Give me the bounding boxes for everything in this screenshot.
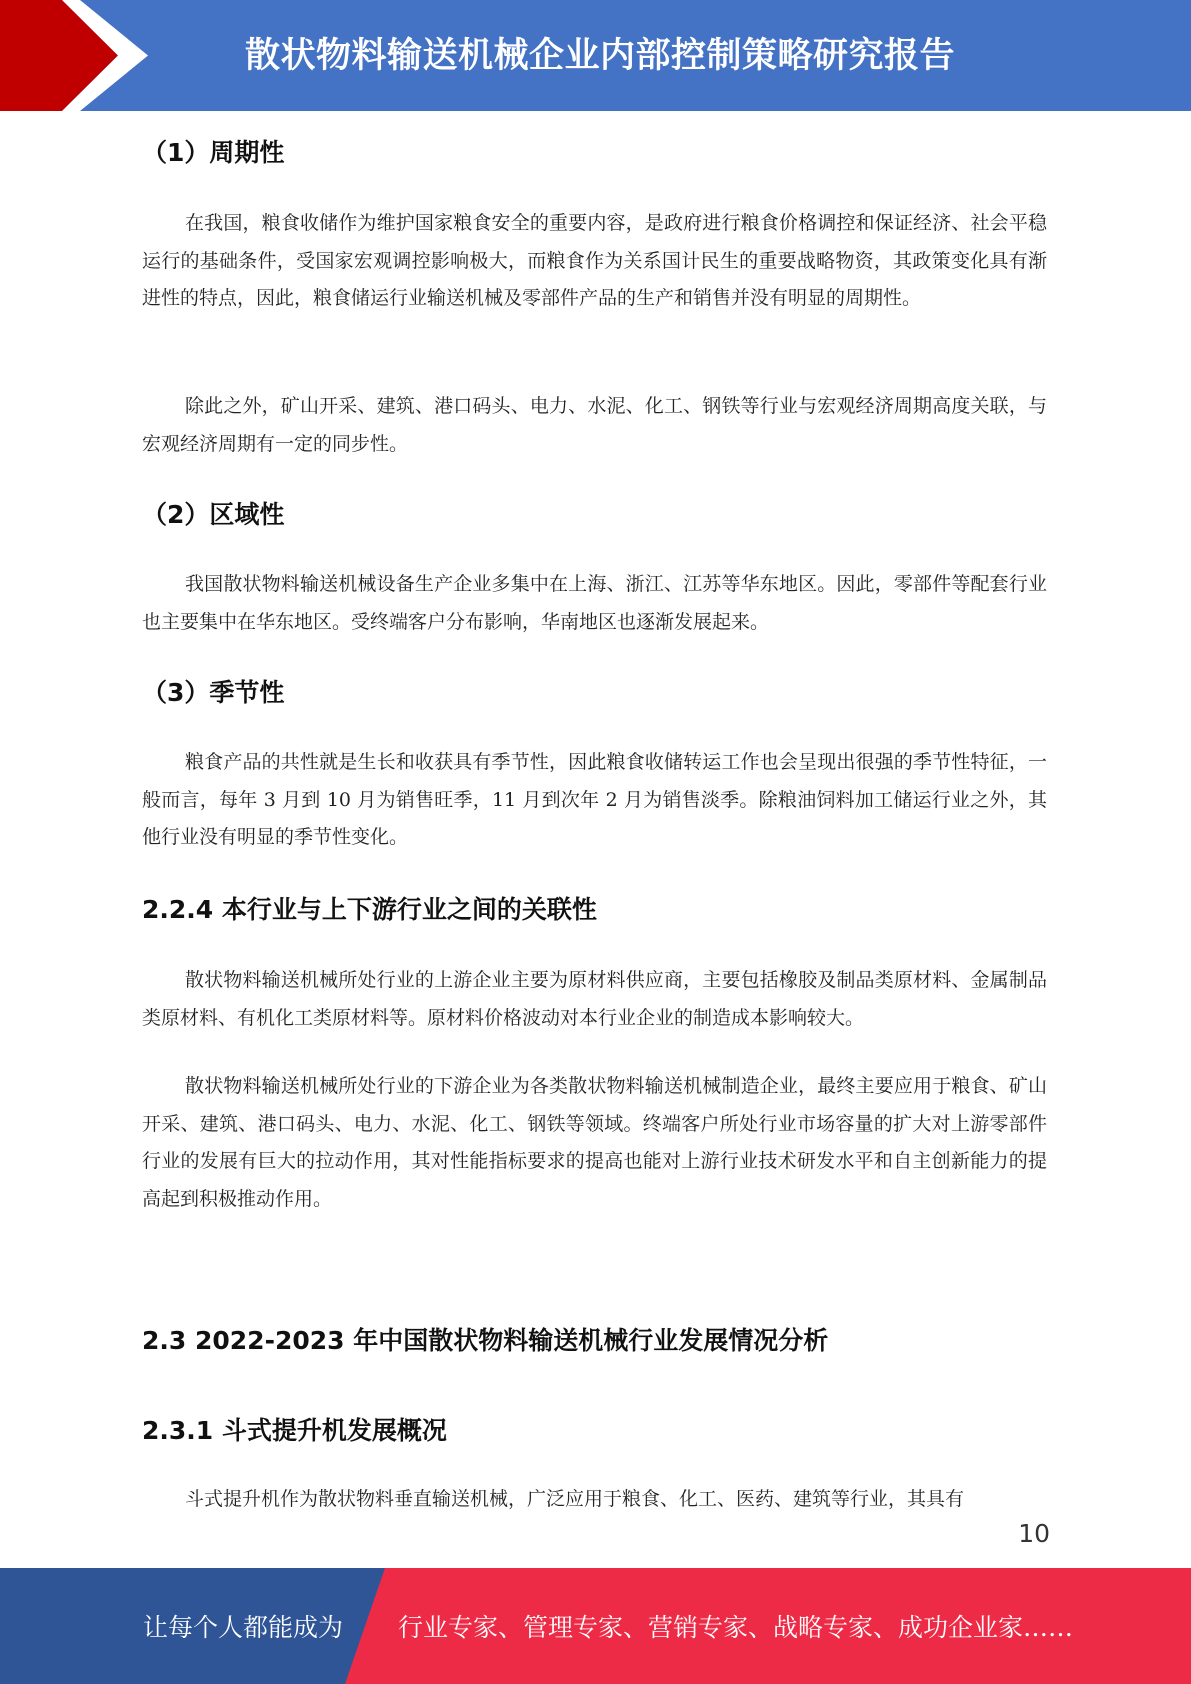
footer-slogan-right: 行业专家、管理专家、营销专家、战略专家、成功企业家…… (398, 1613, 1074, 1642)
paragraph-2-3-1: 斗式提升机作为散状物料垂直输送机械，广泛应用于粮食、化工、医药、建筑等行业，其具有 (185, 1488, 965, 1510)
heading-seasonality: （3）季节性 (142, 678, 285, 707)
chevron-logo-icon (0, 0, 160, 111)
report-title: 散状物料输送机械企业内部控制策略研究报告 (245, 36, 956, 76)
page-header (0, 0, 1191, 111)
heading-regionality: （2）区域性 (142, 500, 285, 529)
paragraph-2-2-4-upstream: 散状物料输送机械所处行业的上游企业主要为原材料供应商，主要包括橡胶及制品类原材料、金属制品类原材料、有机化工类原材料等。原材料价格波动对本行业企业的制造成本影响较大。 (142, 969, 1047, 1029)
paragraph-2-2-4-downstream: 散状物料输送机械所处行业的下游企业为各类散状物料输送机械制造企业，最终主要应用于粮食、矿山开采、建筑、港口码头、电力、水泥、化工、钢铁等领域。终端客户所处行业市场容量的扩大对上游零部件行业的发展有巨大的拉动作用，其对性能指标要求的提高也能对上游行业技术研发水平和自主创新能力的提高起到积极推动作用。 (142, 1075, 1047, 1210)
paragraph-cyclicality-2: 除此之外，矿山开采、建筑、港口码头、电力、水泥、化工、钢铁等行业与宏观经济周期高度关联，与宏观经济周期有一定的同步性。 (142, 395, 1047, 455)
heading-2-3: 2.3 2022-2023 年中国散状物料输送机械行业发展情况分析 (142, 1326, 829, 1355)
paragraph-cyclicality-1: 在我国，粮食收储作为维护国家粮食安全的重要内容，是政府进行粮食价格调控和保证经济、社会平稳运行的基础条件，受国家宏观调控影响极大，而粮食作为关系国计民生的重要战略物资，其政策变化具有渐进性的特点，因此，粮食储运行业输送机械及零部件产品的生产和销售并没有明显的周期性。 (142, 212, 1047, 309)
page-footer (0, 1568, 1191, 1684)
heading-cyclicality: （1）周期性 (142, 138, 285, 167)
paragraph-regionality: 我国散状物料输送机械设备生产企业多集中在上海、浙江、江苏等华东地区。因此，零部件等配套行业也主要集中在华东地区。受终端客户分布影响，华南地区也逐渐发展起来。 (142, 573, 1047, 633)
paragraph-seasonality: 粮食产品的共性就是生长和收获具有季节性，因此粮食收储转运工作也会呈现出很强的季节性特征，一般而言，每年 3 月到 10 月为销售旺季，11 月到次年 2 月为销售淡季。除粮油饲料加工储运行业之外，其他行业没有明显的季节性变化。 (142, 751, 1047, 848)
heading-2-3-1: 2.3.1 斗式提升机发展概况 (142, 1416, 447, 1445)
footer-slogan-left: 让每个人都能成为 (143, 1613, 344, 1642)
page-number: 10 (1018, 1519, 1050, 1548)
heading-2-2-4: 2.2.4 本行业与上下游行业之间的关联性 (142, 895, 597, 924)
